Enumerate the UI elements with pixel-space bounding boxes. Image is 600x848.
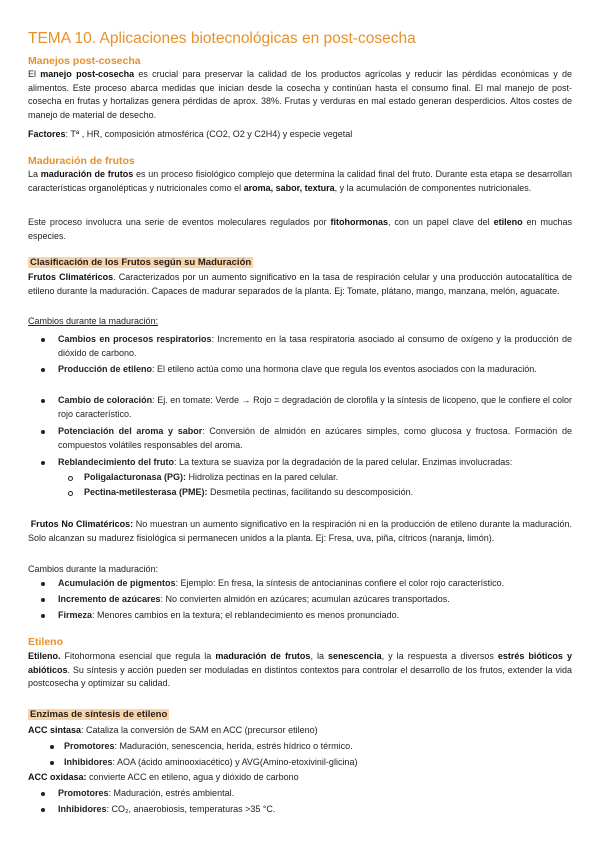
section-heading-clasificacion: Clasificación de los Frutos según su Maduración (30, 257, 252, 268)
section-heading-manejos: Manejos post-cosecha (28, 55, 141, 67)
list-item: Promotores: Maduración, estrés ambiental. (58, 788, 235, 798)
list-item: Inhibidores: AOA (ácido aminooxiacético) y AVG(Amino-etoxivinil-glicina) (64, 757, 358, 767)
sub-list-item: Poligalacturonasa (PG): Hidroliza pectinas en la pared celular. (84, 472, 339, 482)
bullet-icon (41, 368, 45, 372)
list-item: Potenciación del aroma y sabor: Conversión de almidón en azúcares simples, como glucosa y fructosa. Formación de compuestos volátiles responsables del aroma. (58, 426, 572, 450)
list-item: Reblandecimiento del fruto: La textura se suaviza por la degradación de la pared celular. Enzimas involucradas: (58, 457, 513, 467)
list-item: Cambios en procesos respiratorios: Incremento en la tasa respiratoria asociado al consumo de oxígeno y la producción de dióxido de carbono. (58, 334, 572, 358)
bullet-icon (41, 614, 45, 618)
page-title: TEMA 10. Aplicaciones biotecnológicas en post-cosecha (28, 30, 416, 47)
list-item: Acumulación de pigmentos: Ejemplo: En fresa, la síntesis de antocianinas confiere el color rojo característico. (58, 578, 505, 588)
bullet-icon (41, 399, 45, 403)
maduracion-paragraph-1: La maduración de frutos es un proceso fisiológico complejo que determina la calidad final del fruto. Durante esta etapa se desarrollan características organolépticas y nutricionales como el aroma, sabor, textura, y la acumulación de componentes nutricionales. (28, 169, 572, 193)
manejos-factores: Factores: Tª , HR, composición atmosférica (CO2, O2 y C2H4) y especie vegetal (28, 129, 353, 139)
bullet-icon (41, 338, 45, 342)
section-heading-etileno: Etileno (28, 636, 64, 648)
acc-oxidasa-line: ACC oxidasa: convierte ACC en etileno, agua y dióxido de carbono (28, 772, 299, 782)
section-heading-enzimas: Enzimas de síntesis de etileno (30, 709, 168, 720)
cambios-label-2: Cambios durante la maduración: (28, 564, 159, 574)
list-item: Cambio de coloración: Ej. en tomate: Verde → Rojo = degradación de clorofila y la síntesis de licopeno, que le confiere el color rojo característico. (58, 395, 572, 419)
bullet-icon (50, 761, 54, 765)
sub-list-item: Pectina-metilesterasa (PME): Desmetila pectinas, facilitando su descomposición. (84, 487, 414, 497)
bullet-icon (50, 745, 54, 749)
list-item: Inhibidores: CO₂, anaerobiosis, temperaturas >35 °C. (58, 804, 276, 814)
bullet-icon (41, 792, 45, 796)
list-item: Producción de etileno: El etileno actúa como una hormona clave que regula los eventos asociados con la maduración. (58, 364, 537, 374)
manejos-paragraph: El manejo post-cosecha es crucial para preservar la calidad de los productos agrícolas y reducir las pérdidas económicas y de alimentos. Este proceso abarca medidas que inician desde la cosecha y continúan hasta el consumo final. El mal manejo de post-cosecha en frutas y hortalizas genera pérdidas de aprox. 38%. Frutas y verduras en mal estado generan desperdicios. Altos costes de manejo de material de desecho. (28, 69, 572, 120)
bullet-icon (41, 582, 45, 586)
bullet-icon (41, 430, 45, 434)
cambios-label: Cambios durante la maduración: (28, 316, 159, 326)
maduracion-paragraph-2: Este proceso involucra una serie de eventos moleculares regulados por fitohormonas, con un papel clave del etileno en muchas especies. (28, 217, 572, 241)
climatericos-paragraph: Frutos Climatéricos. Caracterizados por un aumento significativo en la tasa de respiración celular y una producción autocatalítica de etileno durante la maduración. Capaces de madurar separados de la planta. Ej: Tomate, plátano, mango, manzana, melón, aguacate. (28, 272, 572, 296)
section-heading-maduracion: Maduración de frutos (28, 155, 135, 167)
bullet-icon (41, 808, 45, 812)
no-climatericos-paragraph: Frutos No Climatéricos: No muestran un aumento significativo en la respiración ni en la producción de etileno durante la maduración. Solo alcanzan su madurez fisiológica si permanecen unidos a la planta. Ej: Fresa, uva, piña, cítricos (naranja, limón). (28, 519, 572, 543)
etileno-paragraph: Etileno. Fitohormona esencial que regula la maduración de frutos, la senescencia, y la respuesta a diversos estrés bióticos y abióticos. Su síntesis y acción pueden ser moduladas en distintos contextos para controlar el desarrollo de los frutos, extender la vida postcosecha y optimizar su calidad. (28, 651, 572, 688)
list-item: Firmeza: Menores cambios en la textura; el reblandecimiento es menos pronunciado. (58, 610, 400, 620)
acc-sintasa-line: ACC sintasa: Cataliza la conversión de SAM en ACC (precursor etileno) (28, 725, 318, 735)
sub-bullet-icon (68, 476, 73, 481)
list-item: Incremento de azúcares: No convierten almidón en azúcares; acumulan azúcares transportados. (58, 594, 450, 604)
bullet-icon (41, 461, 45, 465)
bullet-icon (41, 598, 45, 602)
list-item: Promotores: Maduración, senescencia, herida, estrés hídrico o térmico. (64, 741, 353, 751)
sub-bullet-icon (68, 491, 73, 496)
